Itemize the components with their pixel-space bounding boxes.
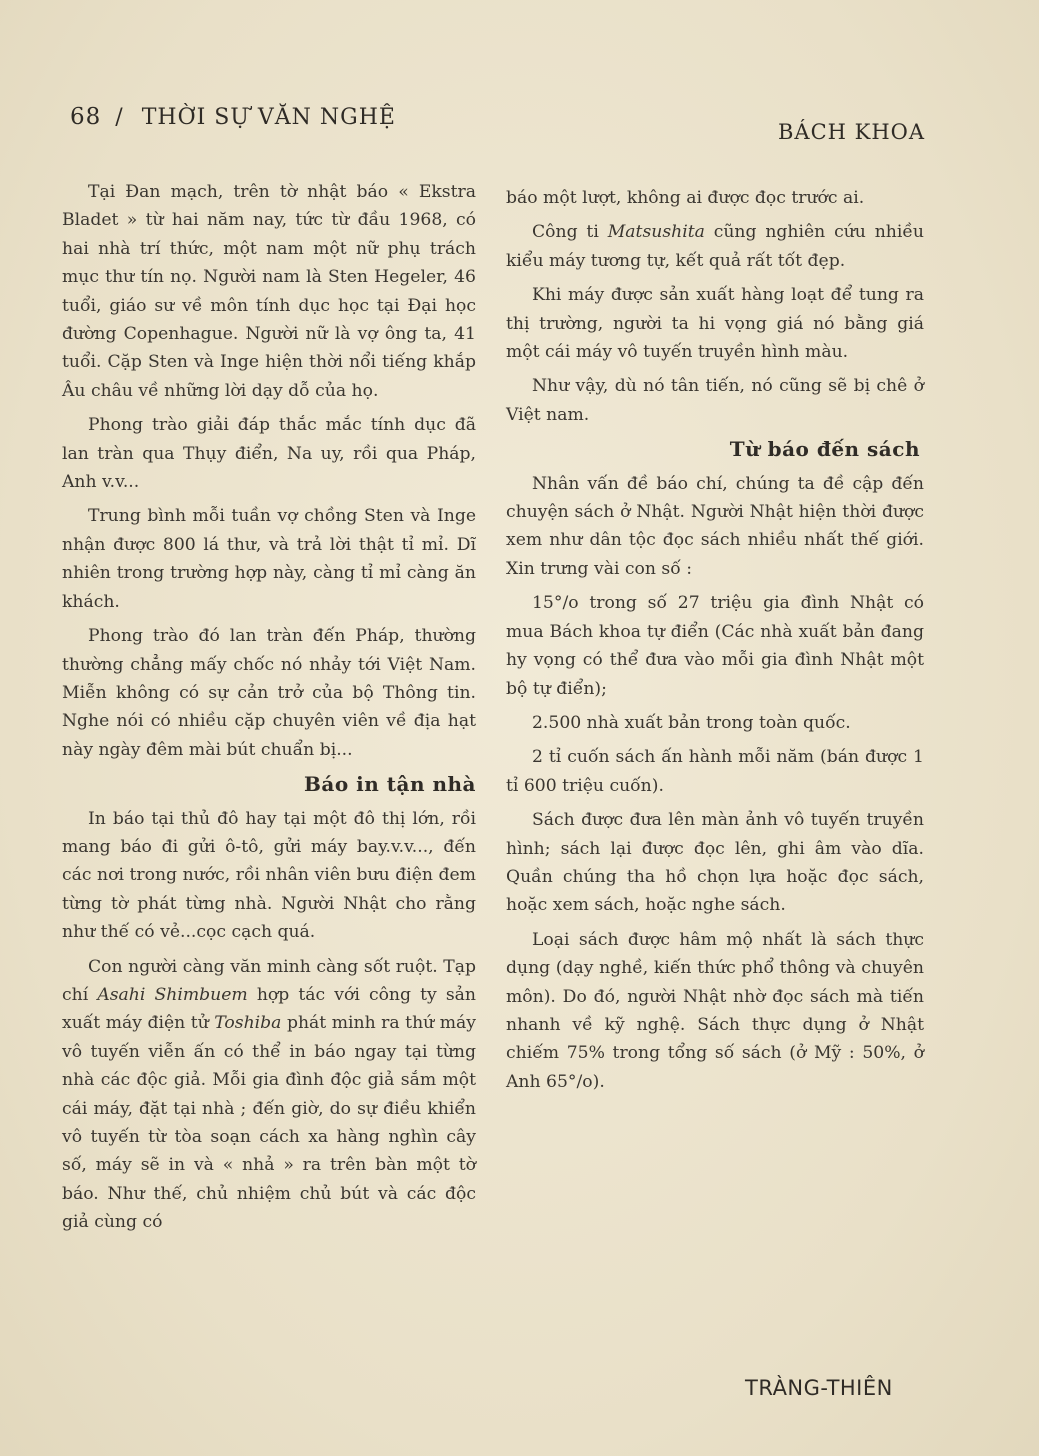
page-number: 68 [70, 104, 102, 130]
paragraph: Trung bình mỗi tuần vợ chồng Sten và Inge nhận được 800 lá thư, và trả lời thật tỉ mỉ. Dĩ nhiên trong trường hợp này, càng tỉ mỉ càng ăn khách. [62, 506, 476, 612]
text-run: Công ti [532, 222, 608, 243]
text-run: Con người càng văn minh càng sốt ruột. Tạp chí [62, 956, 476, 1005]
paragraph: 2.500 nhà xuất bản trong toàn quốc. [532, 712, 851, 733]
section-heading: Báo in tận nhà [303, 772, 476, 797]
paragraph: Phong trào giải đáp thắc mắc tính dục đã lan tràn qua Thụy điển, Na uy, rồi qua Pháp, Anh v.v... [62, 415, 476, 493]
header-separator: / [115, 105, 124, 130]
section-title: BÁCH KHOA [778, 120, 926, 144]
paragraph: Nhân vấn đề báo chí, chúng ta đề cập đến chuyện sách ở Nhật. Người Nhật hiện thời được xem như dân tộc đọc sách nhiều nhất thế giới. Xin trưng vài con số : [506, 473, 924, 579]
page-header-left [70, 104, 396, 130]
left-column [62, 178, 476, 1243]
paragraph: In báo tại thủ đô hay tại một đô thị lớn, rồi mang báo đi gửi ô-tô, gửi máy bay.v.v..., đến các nơi trong nước, rồi nhân viên bưu điện đem từng tờ phát từng nhà. Người Nhật cho rằng như thế có vẻ...cọc cạch quá. [62, 808, 476, 943]
text-run: phát minh ra thứ máy vô tuyến viễn ấn có thể in báo ngay tại từng nhà các độc giả. Mỗi gia đình độc giả sắm một cái máy, đặt tại nhà ; đến giờ, do sự điều khiển vô tuyến từ tòa soạn cách xa hàng nghìn cây số, máy sẽ in và « nhả » ra trên bàn một tờ báo. Như thế, chủ nhiệm chủ bút và các độc giả cùng có [62, 1013, 476, 1233]
section-heading: Từ báo đến sách [729, 437, 920, 462]
paragraph: Loại sách được hâm mộ nhất là sách thực dụng (dạy nghề, kiến thức phổ thông và chuyên môn). Do đó, người Nhật nhờ đọc sách mà tiến nhanh về kỹ nghệ. Sách thực dụng ở Nhật chiếm 75% trong tổng số sách (ở Mỹ : 50%, ở Anh 65°/o). [506, 929, 924, 1092]
paragraph: báo một lượt, không ai được đọc trước ai. [506, 188, 865, 208]
paragraph: Phong trào đó lan tràn đến Pháp, thường thường chẳng mấy chốc nó nhảy tới Việt Nam. Miễn không có sự cản trở của bộ Thông tin. Nghe nói có nhiều cặp chuyên viên về địa hạt này ngày đêm mài bút chuẩn bị... [62, 626, 476, 760]
magazine-title: THỜI SỰ VĂN NGHỆ [141, 105, 396, 130]
right-column [506, 184, 924, 1102]
paragraph: 2 tỉ cuốn sách ấn hành mỗi năm (bán được 1 tỉ 600 triệu cuốn). [506, 747, 924, 796]
paragraph: Sách được đưa lên màn ảnh vô tuyến truyền hình; sách lại được đọc lên, ghi âm vào dĩa. Quần chúng tha hồ chọn lựa hoặc đọc sách, hoặc xem sách, hoặc nghe sách. [506, 810, 924, 916]
paragraph: Khi máy được sản xuất hàng loạt để tung ra thị trường, người ta hi vọng giá nó bằng giá một cái máy vô tuyến truyền hình màu. [506, 285, 924, 363]
paragraph: Tại Đan mạch, trên tờ nhật báo « Ekstra Bladet » từ hai năm nay, tức từ đầu 1968, có hai nhà trí thức, một nam một nữ phụ trách mục thư tín nọ. Người nam là Sten Hegeler, 46 tuổi, giáo sư về môn tính dục học tại Đại học đường Copenhague. Người nữ là vợ ông ta, 41 tuổi. Cặp Sten và Inge hiện thời nổi tiếng khắp Âu châu về những lời dạy dỗ của họ. [62, 182, 476, 401]
text-run: hợp tác với công ty sản xuất máy điện tử [62, 984, 476, 1034]
author-signature: TRÀNG-THIÊN [745, 1376, 893, 1400]
company-name: Toshiba [214, 1013, 282, 1034]
company-name: Matsushita [607, 222, 705, 243]
text-run: cũng nghiên cứu nhiều kiểu máy tương tự, kết quả rất tốt đẹp. [506, 222, 924, 271]
paragraph: 15°/o trong số 27 triệu gia đình Nhật có mua Bách khoa tự điển (Các nhà xuất bản đang hy vọng có thể đưa vào mỗi gia đình Nhật một bộ tự điển); [506, 593, 924, 699]
paragraph [506, 218, 924, 275]
publication-name: Asahi Shimbuem [97, 984, 248, 1005]
paragraph: Như vậy, dù nó tân tiến, nó cũng sẽ bị chê ở Việt nam. [506, 376, 924, 425]
paragraph [62, 953, 476, 1237]
